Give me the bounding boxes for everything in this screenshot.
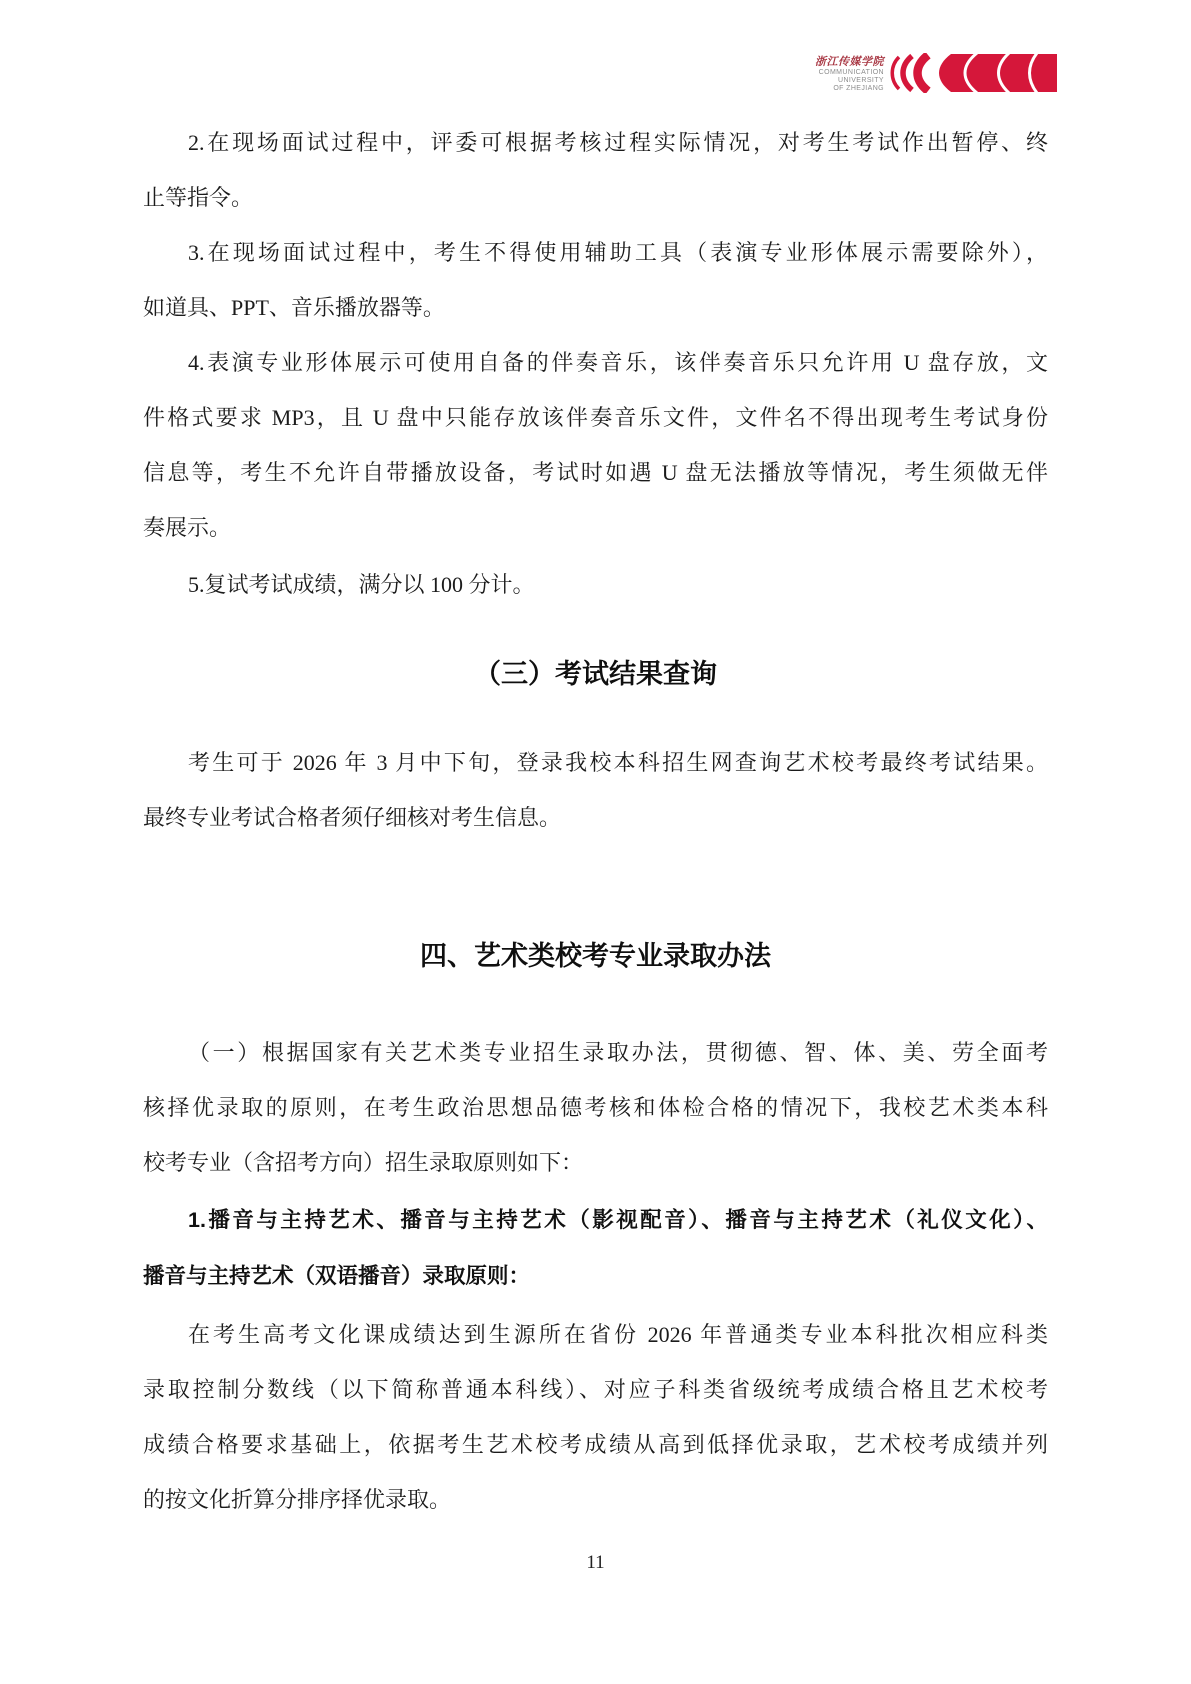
para-2-line-1: 2.在现场面试过程中，评委可根据考核过程实际情况，对考生考试作出暂停、终 bbox=[188, 130, 1048, 155]
para-4-line-3: 信息等，考生不允许自带播放设备，考试时如遇 U 盘无法播放等情况，考生须做无伴 bbox=[143, 460, 1048, 485]
header-logo bbox=[815, 53, 1057, 93]
para-6-line-1: 考生可于 2026 年 3 月中下旬，登录我校本科招生网查询艺术校考最终考试结果。 bbox=[188, 750, 1048, 775]
para-7-line-1: （一）根据国家有关艺术类专业招生录取办法，贯彻德、智、体、美、劳全面考 bbox=[188, 1040, 1048, 1065]
university-en-name-line1: COMMUNICATION bbox=[818, 69, 884, 76]
para-9-line-1: 在考生高考文化课成绩达到生源所在省份 2026 年普通类专业本科批次相应科类 bbox=[188, 1322, 1048, 1347]
section-heading-admission-rules: 四、艺术类校考专业录取办法 bbox=[420, 941, 771, 971]
logo-stripes-icon bbox=[887, 53, 1057, 93]
para-9-line-4: 的按文化折算分排序择优录取。 bbox=[143, 1487, 452, 1512]
para-3-line-2: 如道具、PPT、音乐播放器等。 bbox=[143, 295, 445, 320]
para-9-line-3: 成绩合格要求基础上，依据考生艺术校考成绩从高到低择优录取，艺术校考成绩并列 bbox=[143, 1432, 1048, 1457]
page-number: 11 bbox=[586, 1552, 605, 1573]
university-en-name-line3: OF ZHEJIANG bbox=[833, 85, 884, 92]
university-cn-name: 浙江传媒学院 bbox=[815, 56, 884, 68]
para-4-line-4: 奏展示。 bbox=[143, 515, 232, 540]
para-4-line-2: 件格式要求 MP3，且 U 盘中只能存放该伴奏音乐文件，文件名不得出现考生考试身份 bbox=[143, 405, 1048, 430]
para-7-line-2: 核择优录取的原则，在考生政治思想品德考核和体检合格的情况下，我校艺术类本科 bbox=[143, 1095, 1048, 1120]
para-9-line-2: 录取控制分数线（以下简称普通本科线）、对应子科类省级统考成绩合格且艺术校考 bbox=[143, 1377, 1048, 1402]
logo-text-block bbox=[815, 53, 884, 93]
para-8-bold-line-1: 1.播音与主持艺术、播音与主持艺术（影视配音）、播音与主持艺术（礼仪文化）、 bbox=[188, 1208, 1048, 1232]
university-en-name-line2: UNIVERSITY bbox=[837, 77, 884, 84]
para-6-line-2: 最终专业考试合格者须仔细核对考生信息。 bbox=[143, 805, 562, 830]
para-2-line-2: 止等指令。 bbox=[143, 185, 254, 210]
para-4-line-1: 4.表演专业形体展示可使用自备的伴奏音乐，该伴奏音乐只允许用 U 盘存放，文 bbox=[188, 350, 1048, 375]
para-3-line-1: 3.在现场面试过程中，考生不得使用辅助工具（表演专业形体展示需要除外）， bbox=[188, 240, 1048, 265]
para-8-bold-line-2: 播音与主持艺术（双语播音）录取原则： bbox=[143, 1264, 531, 1288]
section-heading-exam-results: （三）考试结果查询 bbox=[474, 659, 717, 689]
para-7-line-3: 校考专业（含招考方向）招生录取原则如下： bbox=[143, 1150, 584, 1175]
para-5-line-1: 5.复试考试成绩，满分以 100 分计。 bbox=[188, 572, 535, 597]
